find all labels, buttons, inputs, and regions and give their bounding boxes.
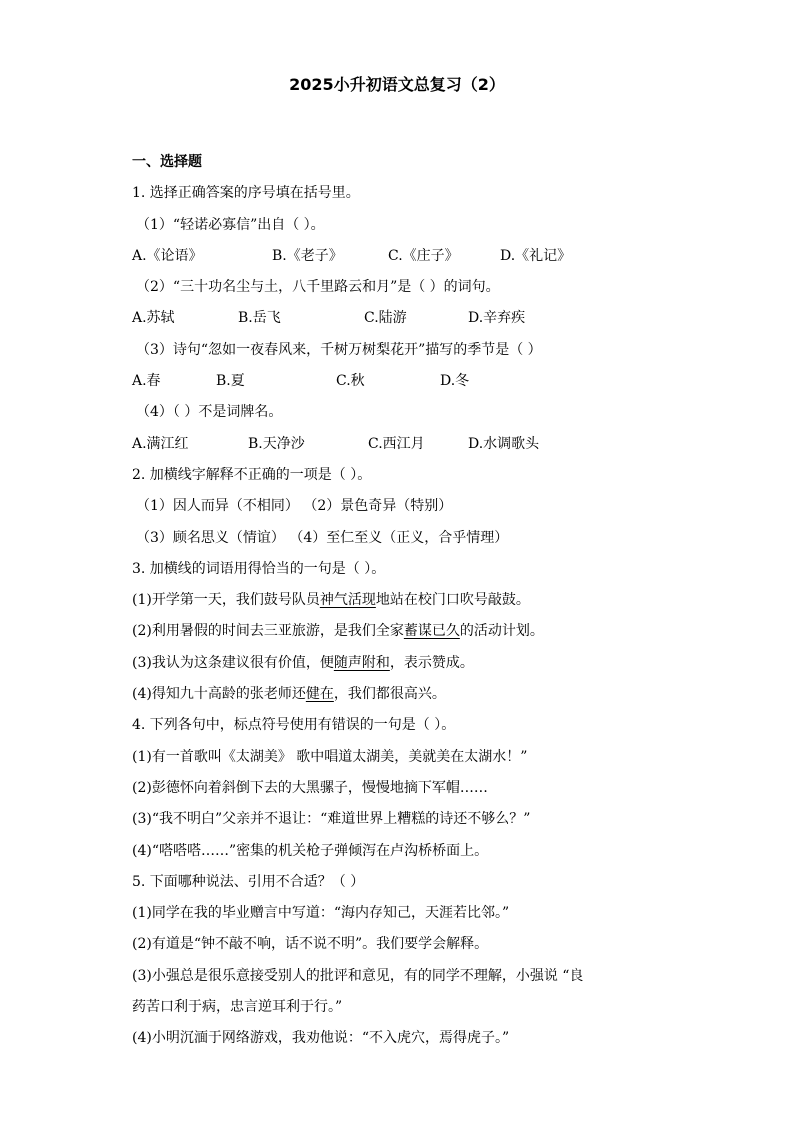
option-d: D.辛弃疾 — [468, 310, 526, 327]
q4-stem: 4. 下列各句中，标点符号使用有错误的一句是（ ）。 — [132, 717, 456, 734]
sentence-text: (3)我认为这条建议很有价值，便 — [132, 654, 334, 671]
sentence-text: ，我们都很高兴。 — [333, 686, 446, 703]
q1-part1-options — [132, 241, 662, 272]
q5-sentence3-line2: 药苦口利于病，忠言逆耳利于行。” — [132, 999, 343, 1016]
q1-part1: （1）“轻诺必寡信”出自（ ）。 — [136, 216, 325, 233]
option-a: A.春 — [132, 373, 161, 390]
q2-row1: （1）因人而异（不相同） （2）景色奇异（特别） — [136, 498, 453, 515]
q5-sentence3-line1: (3)小强总是很乐意接受别人的批评和意见，有的同学不理解，小强说 “良 — [132, 967, 584, 984]
q5-sentence4: (4)小明沉湎于网络游戏，我劝他说：“不入虎穴，焉得虎子。” — [132, 1030, 510, 1047]
q5-sentence1: (1)同学在我的毕业赠言中写道：“海内存知己，天涯若比邻。” — [132, 905, 510, 922]
sentence-text: (4)得知九十高龄的张老师还 — [132, 686, 306, 703]
q3-sentence1 — [132, 585, 662, 616]
option-b: B.天净沙 — [248, 435, 305, 452]
q1-stem: 1. 选择正确答案的序号填在括号里。 — [132, 185, 360, 202]
sentence-text: 的活动计划。 — [459, 623, 544, 640]
option-c: C.西江月 — [368, 435, 425, 452]
q1-part3-options — [132, 366, 662, 397]
q2-row2: （3）顾名思义（情谊） （4）至仁至义（正义，合乎情理） — [136, 529, 509, 546]
q1-part2-options — [132, 303, 662, 334]
question-content — [132, 147, 662, 1055]
option-a: A.《论语》 — [132, 247, 203, 264]
q3-sentence2 — [132, 616, 662, 647]
option-c: C.《庄子》 — [388, 247, 459, 264]
q2-stem: 2. 加横线字解释不正确的一项是（ ）。 — [132, 466, 372, 483]
q4-sentence1: (1)有一首歌叫《太湖美》 歌中唱道太湖美，美就美在太湖水！” — [132, 748, 528, 765]
q5-sentence2: (2)有道是“钟不敲不响，话不说不明”。我们要学会解释。 — [132, 936, 489, 953]
underlined-phrase: 神气活现 — [319, 592, 376, 609]
sentence-text: ，表示赞成。 — [389, 654, 474, 671]
option-a: A.满江红 — [132, 435, 189, 452]
option-c: C.陆游 — [364, 310, 407, 327]
option-c: C.秋 — [336, 373, 365, 390]
q1-part3: （3）诗句“忽如一夜春风来，千树万树梨花开”描写的季节是（ ） — [136, 341, 542, 358]
q3-sentence4 — [132, 679, 662, 710]
option-d: D.冬 — [440, 373, 470, 390]
underlined-phrase: 随声附和 — [333, 654, 390, 671]
q4-sentence3: (3)“我不明白”父亲并不退让：“难道世界上糟糕的诗还不够么？” — [132, 811, 531, 828]
q1-part4: （4）（ ）不是词牌名。 — [136, 404, 283, 421]
sentence-text: (2)利用暑假的时间去三亚旅游，是我们全家 — [132, 623, 404, 640]
section-heading: 一、选择题 — [132, 154, 202, 170]
q3-stem: 3. 加横线的词语用得恰当的一句是（ ）。 — [132, 560, 386, 577]
option-b: B.夏 — [216, 373, 245, 390]
page-title: 2025小升初语文总复习（2） — [289, 75, 505, 94]
underlined-phrase: 蓄谋已久 — [403, 623, 460, 640]
q3-sentence3 — [132, 648, 662, 679]
sentence-text: (1)开学第一天，我们鼓号队员 — [132, 592, 320, 609]
option-d: D.《礼记》 — [500, 247, 572, 264]
sentence-text: 地站在校门口吹号敲鼓。 — [375, 592, 530, 609]
underlined-phrase: 健在 — [305, 686, 334, 703]
option-b: B.《老子》 — [272, 247, 343, 264]
option-d: D.水调歌头 — [468, 435, 540, 452]
q1-part2: （2）“三十功名尘与土，八千里路云和月”是（ ）的词句。 — [136, 279, 500, 296]
q4-sentence2: (2)彭德怀向着斜倒下去的大黑骡子，慢慢地摘下军帽…… — [132, 779, 488, 796]
q5-stem: 5. 下面哪种说法、引用不合适？（ ） — [132, 873, 365, 890]
q1-part4-options — [132, 429, 662, 460]
option-b: B.岳飞 — [238, 310, 281, 327]
option-a: A.苏轼 — [132, 310, 175, 327]
q4-sentence4: (4)“嗒嗒嗒……”密集的机关枪子弹倾泻在卢沟桥桥面上。 — [132, 842, 489, 859]
